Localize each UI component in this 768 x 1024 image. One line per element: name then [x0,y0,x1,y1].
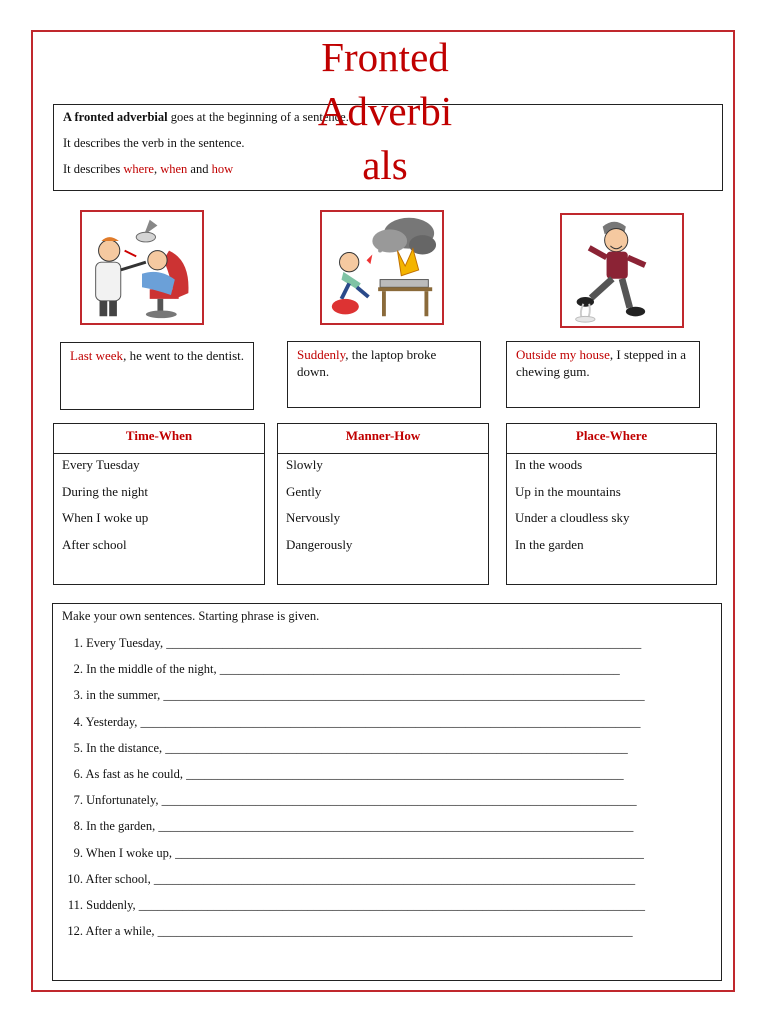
category-heading: Time-When [54,424,264,454]
exercise-item[interactable]: 1. Every Tuesday, ____________________________________________________________________________ [73,636,642,650]
category-heading: Manner-How [278,424,488,454]
category-place-where [506,423,717,585]
list-item: Every Tuesday [62,457,140,472]
exercise-item[interactable]: 7. Unfortunately, ____________________________________________________________________________ [73,793,637,808]
definition-line-3: It describes where, when and how [63,162,234,176]
broken-laptop-illustration [320,210,444,325]
list-item: Under a cloudless sky [515,510,630,525]
category-manner-how [277,423,489,585]
list-item: In the woods [515,457,583,472]
list-item: After school [62,536,127,552]
exercise-item[interactable]: 2. In the middle of the night, ________________________________________________________________ [73,662,620,677]
exercise-item[interactable]: 9. When I woke up, ___________________________________________________________________________ [73,845,644,860]
exercise-instruction: Make your own sentences. Starting phrase is given. [62,609,320,623]
definition-line-2: It describes the verb in the sentence. [63,136,245,150]
exercise-item[interactable]: 6. As fast as he could, ______________________________________________________________________ [73,766,624,781]
example-sentence-3: Outside my house, I stepped in a chewing gum. [506,341,700,408]
exercise-item[interactable]: 3. in the summer, _____________________________________________________________________________ [73,688,645,703]
list-item: Slowly [286,457,323,472]
page-title [300,30,470,192]
list-item: Nervously [286,510,341,525]
exercise-box [52,603,722,981]
list-item: During the night [62,483,148,499]
title-line-3: als [362,142,408,188]
list-item: When I woke up [62,510,149,525]
exercise-list [53,630,645,944]
exercise-item[interactable]: 5. In the distance, __________________________________________________________________________ [73,740,628,755]
exercise-item[interactable]: 8. In the garden, ____________________________________________________________________________ [73,819,634,834]
exercise-item[interactable]: 10. After school, _____________________________________________________________________________ [67,871,636,886]
example-sentence-1: Last week, he went to the dentist. [60,342,254,410]
list-item: Up in the mountains [515,483,621,499]
dentist-illustration [80,210,204,325]
category-heading: Place-Where [507,424,716,454]
category-time-when [53,423,265,585]
chewing-gum-illustration [560,213,684,328]
title-line-2: Adverbi [317,88,453,134]
list-item: Gently [286,483,322,499]
exercise-item[interactable]: 12. After a while, ____________________________________________________________________________ [67,924,633,939]
definition-line-1: A fronted adverbial goes at the beginning of a sentence. [63,110,349,124]
title-line-1: Fronted [321,34,449,80]
exercise-item[interactable]: 4. Yesterday, ________________________________________________________________________________ [73,714,641,729]
exercise-item[interactable]: 11. Suddenly, _________________________________________________________________________________ [67,897,646,912]
example-sentence-2: Suddenly, the laptop broke down. [287,341,481,408]
list-item: In the garden [515,536,584,552]
list-item: Dangerously [286,536,353,552]
